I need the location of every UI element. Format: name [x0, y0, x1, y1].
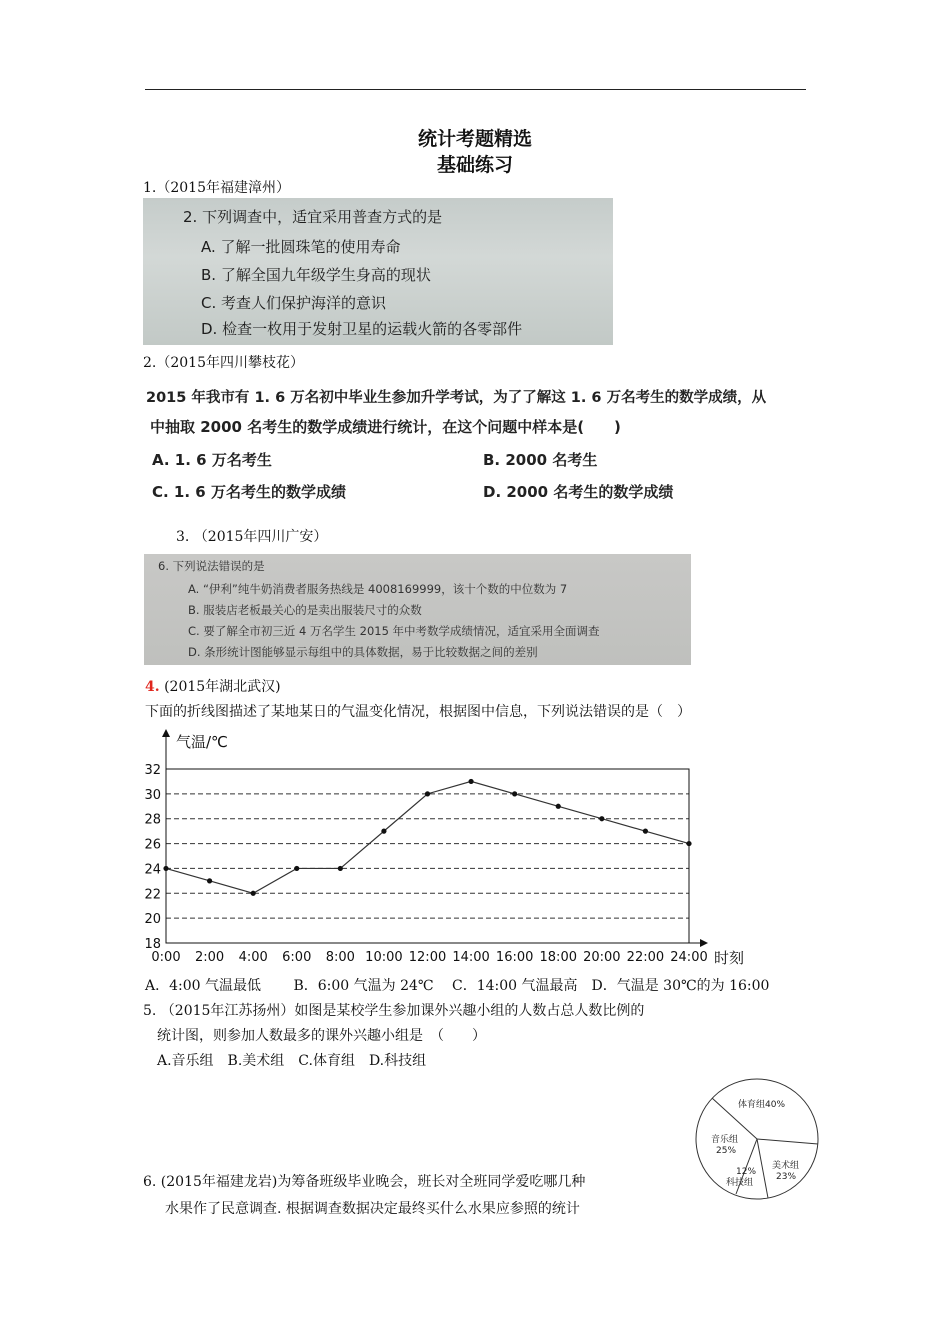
q1-header: 1.（2015年福建漳州） [143, 180, 290, 196]
y-tick-label: 22 [144, 887, 161, 903]
slice-label-tech: 科技组 [726, 1178, 754, 1188]
q2-stem-line2: 中抽取 2000 名考生的数学成绩进行统计，在这个问题中样本是( ) [150, 418, 621, 436]
q1-option-c: C. 考查人们保护海洋的意识 [201, 294, 387, 312]
x-tick-label: 0:00 [151, 950, 181, 965]
data-point [425, 791, 430, 796]
data-point [251, 891, 256, 896]
slice-pct-music: 25% [716, 1146, 737, 1156]
temperature-line-chart [138, 725, 748, 970]
q3-scanned-question [144, 554, 691, 665]
x-tick-label: 8:00 [325, 950, 355, 965]
q2-option-d: D. 2000 名考生的数学成绩 [483, 483, 674, 501]
q3-option-c: C. 要了解全市初三近 4 万名学生 2015 年中考数学成绩情况，适宜采用全面调查 [188, 624, 600, 638]
x-tick-label: 4:00 [238, 950, 268, 965]
slice-label-art: 美术组 [772, 1161, 800, 1171]
data-point [338, 866, 343, 871]
x-tick-label: 6:00 [282, 950, 312, 965]
q4-header [145, 676, 281, 696]
q4-options: A．4:00 气温最低 B．6:00 气温为 24℃ C．14:00 气温最高 D．气温是 30℃的为 16:00 [145, 978, 770, 994]
data-point [599, 816, 604, 821]
data-point [294, 866, 299, 871]
x-tick-label: 12:00 [408, 950, 447, 965]
q6-line1: 6. (2015年福建龙岩)为筹备班级毕业晚会，班长对全班同学爱吃哪几种 [143, 1174, 586, 1190]
data-point [643, 829, 648, 834]
y-tick-label: 20 [144, 912, 161, 928]
q3-header: 3. （2015年四川广安） [176, 529, 328, 545]
q5-options: A.音乐组 B.美术组 C.体育组 D.科技组 [157, 1053, 427, 1069]
data-point [468, 779, 473, 784]
q2-option-c: C. 1. 6 万名考生的数学成绩 [152, 483, 346, 501]
page-title: 统计考题精选 [417, 128, 532, 150]
x-tick-label: 10:00 [365, 950, 403, 965]
q3-option-b: B. 服装店老板最关心的是卖出服装尺寸的众数 [188, 603, 422, 617]
q4-source: (2015年湖北武汉) [159, 679, 281, 695]
data-point [207, 878, 212, 883]
q3-option-a: A. “伊利”纯牛奶消费者服务热线是 4008169999，该十个数的中位数为 7 [188, 582, 568, 596]
q4-number: 4. [145, 679, 160, 695]
q2-option-a: A. 1. 6 万名考生 [152, 451, 272, 469]
q5-line1: 5. （2015年江苏扬州）如图是某校学生参加课外兴趣小组的人数占总人数比例的 [143, 1003, 645, 1019]
x-tick-label: 22:00 [626, 950, 665, 965]
y-tick-label: 18 [144, 937, 161, 952]
data-point [381, 829, 386, 834]
interest-group-pie-chart [694, 1076, 824, 1201]
q5-line2: 统计图，则参加人数最多的课外兴趣小组是 （ ） [157, 1028, 486, 1044]
q1-option-d: D. 检查一枚用于发射卫星的运载火箭的各零部件 [201, 320, 523, 338]
q1-scanned-question [143, 198, 613, 345]
series-line [166, 781, 689, 893]
x-tick-label: 24:00 [670, 950, 708, 965]
q4-stem: 下面的折线图描述了某地某日的气温变化情况，根据图中信息，下列说法错误的是（ ） [145, 704, 691, 720]
q6-line2: 水果作了民意调查. 根据调查数据决定最终买什么水果应参照的统计 [165, 1201, 580, 1217]
page-subtitle: 基础练习 [436, 154, 513, 176]
y-tick-label: 30 [144, 787, 161, 803]
data-point [556, 804, 561, 809]
y-tick-label: 24 [144, 862, 161, 878]
slice-label-music: 音乐组 [711, 1135, 739, 1145]
top-rule [145, 89, 806, 90]
y-tick-label: 32 [144, 763, 161, 778]
slice-label-sports: 体育组40% [738, 1100, 786, 1110]
data-point [512, 791, 517, 796]
slice-pct-tech: 12% [736, 1167, 757, 1177]
data-point [163, 866, 168, 871]
q1-option-b: B. 了解全国九年级学生身高的现状 [201, 266, 431, 284]
data-point [686, 841, 691, 846]
y-tick-label: 26 [144, 837, 161, 853]
y-axis-label: 气温/℃ [176, 733, 228, 751]
q2-stem-line1: 2015 年我市有 1. 6 万名初中毕业生参加升学考试，为了了解这 1. 6 万名考生的数学成绩，从 [146, 390, 767, 406]
x-tick-label: 18:00 [539, 950, 577, 965]
q3-option-d: D. 条形统计图能够显示每组中的具体数据，易于比较数据之间的差别 [188, 645, 538, 659]
slice-pct-art: 23% [776, 1172, 797, 1182]
q2-header: 2.（2015年四川攀枝花） [143, 355, 304, 371]
q2-option-b: B. 2000 名考生 [483, 451, 598, 469]
x-tick-label: 20:00 [583, 950, 621, 965]
q1-line: 2. 下列调查中，适宜采用普查方式的是 [183, 208, 443, 226]
y-tick-label: 28 [144, 812, 161, 828]
x-axis-label: 时刻 [714, 949, 745, 967]
x-tick-label: 14:00 [452, 950, 490, 965]
x-tick-label: 16:00 [495, 950, 534, 965]
q1-option-a: A. 了解一批圆珠笔的使用寿命 [201, 238, 401, 256]
x-tick-label: 2:00 [194, 950, 225, 965]
q3-line: 6. 下列说法错误的是 [158, 559, 265, 573]
